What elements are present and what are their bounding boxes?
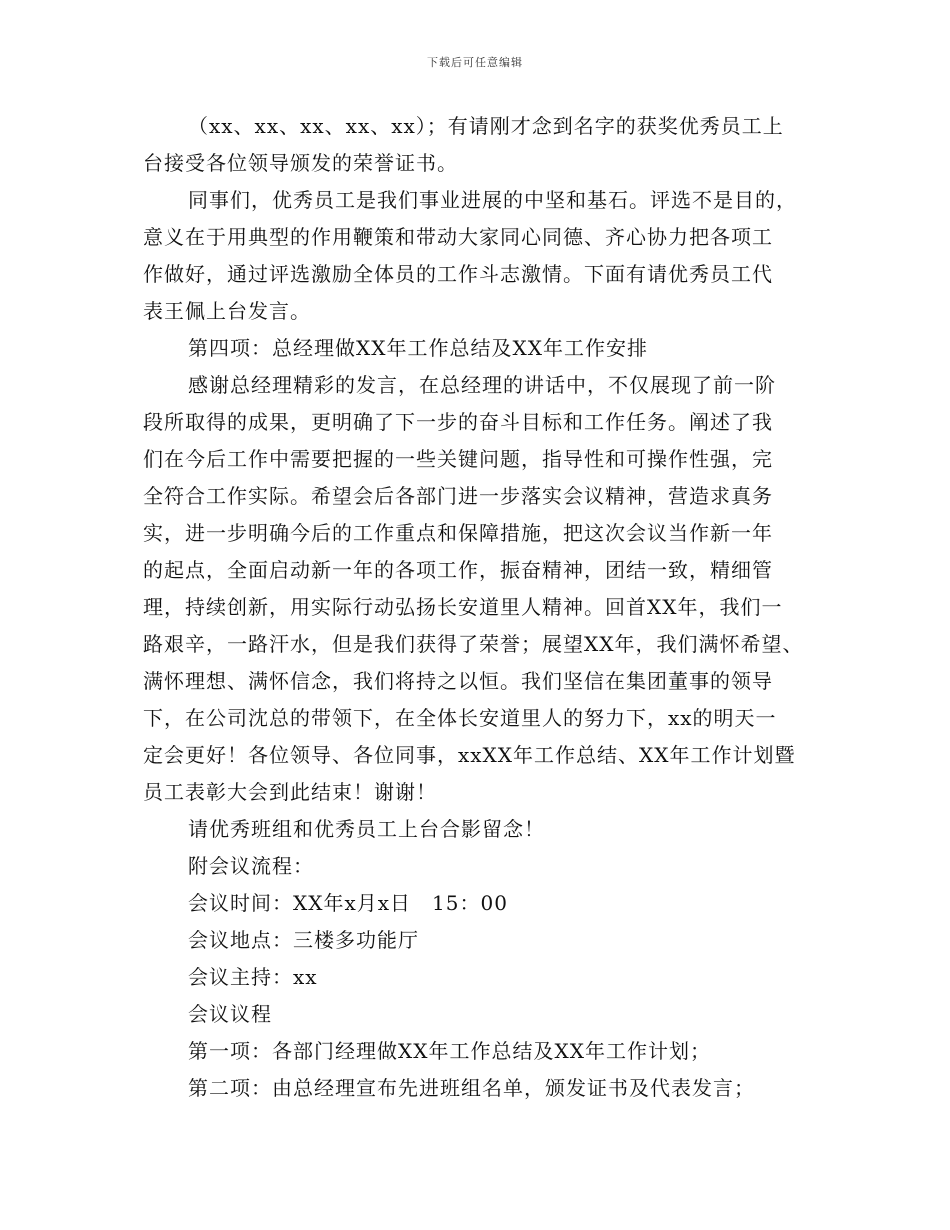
body-line: 段所取得的成果，更明确了下一步的奋斗目标和工作任务。阐述了我 <box>143 410 773 434</box>
body-line: 们在今后工作中需要把握的一些关键问题，指导性和可操作性强，完 <box>143 447 773 471</box>
page-header: 下载后可任意编辑 <box>427 56 523 69</box>
body-line: 全符合工作实际。希望会后各部门进一步落实会议精神，营造求真务 <box>143 484 773 508</box>
body-line: 实，进一步明确今后的工作重点和保障措施，把这次会议当作新一年 <box>143 521 773 545</box>
meeting-location: 会议地点：三楼多功能厅 <box>188 928 419 952</box>
body-line: 表王佩上台发言。 <box>143 299 311 323</box>
meeting-host: 会议主持：xx <box>188 965 318 989</box>
body-line: 定会更好！各位领导、各位同事，xxXX年工作总结、XX年工作计划暨 <box>143 743 796 767</box>
body-line: 路艰辛，一路汗水，但是我们获得了荣誉；展望XX年，我们满怀希望、 <box>143 632 804 656</box>
agenda-item: 第二项：由总经理宣布先进班组名单，颁发证书及代表发言； <box>188 1076 755 1100</box>
body-line: 意义在于用典型的作用鞭策和带动大家同心同德、齐心协力把各项工 <box>143 225 773 249</box>
body-line: 请优秀班组和优秀员工上台合影留念！ <box>188 817 545 841</box>
body-line: 的起点，全面启动新一年的各项工作，振奋精神，团结一致，精细管 <box>143 558 773 582</box>
body-line: 理，持续创新，用实际行动弘扬长安道里人精神。回首XX年，我们一 <box>143 595 783 619</box>
body-line: 同事们，优秀员工是我们事业进展的中坚和基石。评选不是目的， <box>188 188 797 212</box>
meeting-time: 会议时间：XX年x月x日 15：00 <box>188 891 508 915</box>
body-line: 下，在公司沈总的带领下，在全体长安道里人的努力下，xx的明天一 <box>143 706 777 730</box>
body-line: 感谢总经理精彩的发言，在总经理的讲话中，不仅展现了前一阶 <box>188 373 776 397</box>
body-line: 员工表彰大会到此结束！谢谢！ <box>143 780 437 804</box>
agenda-title: 会议议程 <box>188 1002 272 1026</box>
body-line: （xx、xx、xx、xx、xx）；有请刚才念到名字的获奖优秀员工上 <box>188 114 784 138</box>
body-line: 台接受各位领导颁发的荣誉证书。 <box>143 151 458 175</box>
document-body <box>143 108 823 1107</box>
agenda-item: 第一项：各部门经理做XX年工作总结及XX年工作计划； <box>188 1039 711 1063</box>
body-line: 作做好，通过评选激励全体员的工作斗志激情。下面有请优秀员工代 <box>143 262 773 286</box>
agenda-heading: 附会议流程： <box>188 854 314 878</box>
section-heading: 第四项：总经理做XX年工作总结及XX年工作安排 <box>188 336 648 360</box>
body-line: 满怀理想、满怀信念，我们将持之以恒。我们坚信在集团董事的领导 <box>143 669 773 693</box>
